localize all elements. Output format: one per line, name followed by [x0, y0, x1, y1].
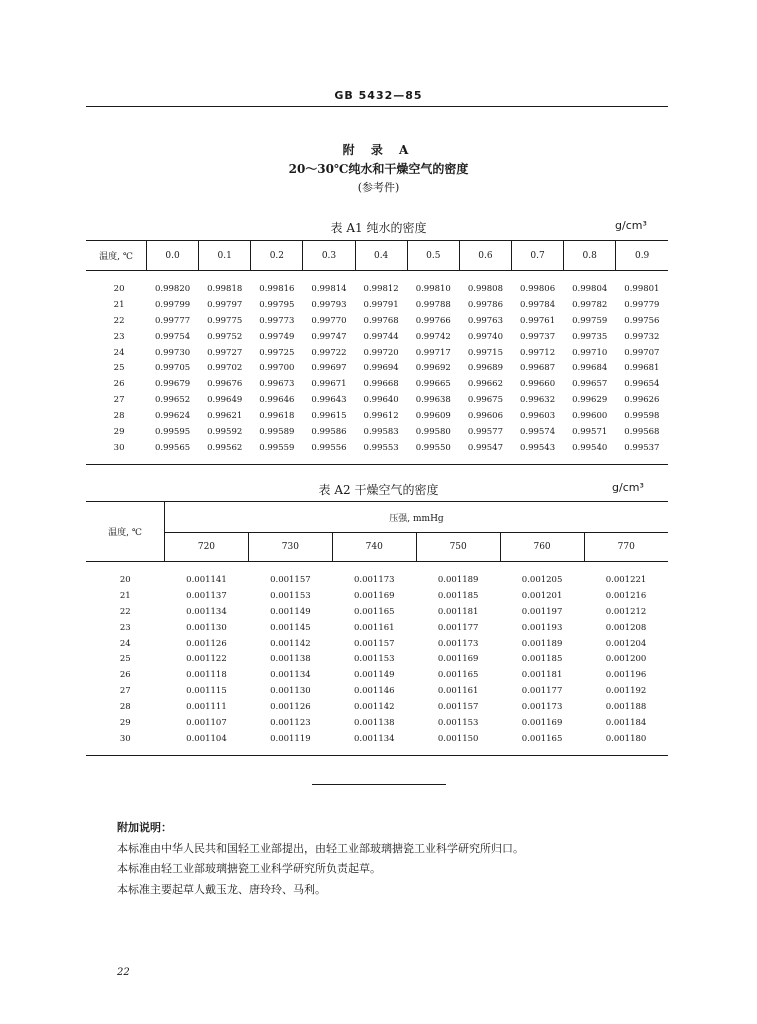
- density-cell: 0.99775: [207, 315, 243, 326]
- density-cell: 0.001181: [521, 670, 563, 681]
- table-a1-column-header: 0.1: [199, 241, 251, 271]
- density-cell: 0.99687: [519, 363, 556, 374]
- page-number: 22: [117, 967, 130, 978]
- table-a2-column-header: 740: [332, 533, 416, 562]
- density-cell: 0.001130: [270, 686, 311, 697]
- temperature-cell: 28: [113, 411, 125, 422]
- table-a1-column-header: 0.0: [147, 241, 199, 271]
- density-cell: 0.99586: [311, 426, 347, 437]
- density-cell: 0.99700: [259, 363, 295, 374]
- density-cell: 0.001130: [186, 622, 227, 633]
- table-a1: [86, 240, 668, 465]
- table-row: [86, 376, 668, 392]
- density-cell: 0.001122: [186, 654, 227, 665]
- density-cell: 0.001137: [186, 590, 227, 601]
- density-cell: 0.99665: [415, 379, 451, 390]
- table-row: [86, 329, 668, 345]
- density-cell: 0.99550: [407, 440, 459, 464]
- density-cell: 0.99702: [207, 363, 243, 374]
- density-cell: 0.001153: [437, 717, 479, 728]
- density-cell: 0.99782: [572, 299, 608, 310]
- additional-notes: [117, 818, 677, 900]
- density-cell: 0.99810: [415, 283, 451, 294]
- temperature-cell: 26: [113, 379, 125, 390]
- table-row: [86, 440, 668, 464]
- density-cell: 0.99640: [363, 395, 399, 406]
- table-a2-header-row: [86, 533, 668, 562]
- temperature-cell: 29: [119, 717, 131, 728]
- table-a2-corner-header: 温度, ℃: [86, 502, 165, 562]
- density-cell: 0.99595: [154, 426, 191, 437]
- density-cell: 0.99565: [147, 440, 199, 464]
- density-cell: 0.99799: [154, 299, 191, 310]
- density-cell: 0.99705: [154, 363, 191, 374]
- density-cell: 0.99606: [467, 411, 503, 422]
- density-cell: 0.99814: [311, 283, 347, 294]
- temperature-cell: 20: [119, 574, 131, 585]
- table-a2-column-header: 750: [416, 533, 500, 562]
- end-rule: [312, 784, 446, 785]
- table-a1-corner-header: 温度, ℃: [86, 241, 147, 271]
- density-cell: 0.99801: [624, 283, 660, 294]
- density-cell: 0.99812: [363, 283, 399, 294]
- density-cell: 0.001204: [605, 638, 647, 649]
- density-cell: 0.001146: [353, 686, 395, 697]
- density-cell: 0.99791: [363, 299, 399, 310]
- table-a2: [86, 501, 668, 756]
- density-cell: 0.99638: [415, 395, 451, 406]
- density-cell: 0.001193: [521, 622, 563, 633]
- table-row: [86, 636, 668, 652]
- table-row: [86, 588, 668, 604]
- density-cell: 0.001169: [353, 590, 395, 601]
- notes-line: 本标准主要起草人戴玉龙、唐玲玲、马利。: [117, 882, 326, 896]
- table-a1-column-header: 0.3: [303, 241, 355, 271]
- density-cell: 0.001185: [437, 590, 479, 601]
- density-cell: 0.001149: [270, 606, 311, 617]
- density-cell: 0.001153: [353, 654, 395, 665]
- density-cell: 0.001169: [437, 654, 479, 665]
- density-cell: 0.99574: [519, 426, 556, 437]
- density-cell: 0.99559: [251, 440, 303, 464]
- density-cell: 0.001212: [605, 606, 647, 617]
- density-cell: 0.99609: [415, 411, 451, 422]
- density-cell: 0.99732: [624, 331, 660, 342]
- temperature-cell: 22: [113, 315, 125, 326]
- table-row: [86, 392, 668, 408]
- density-cell: 0.99646: [259, 395, 295, 406]
- density-cell: 0.99717: [415, 347, 451, 358]
- table-a1-body: [86, 271, 668, 465]
- temperature-cell: 25: [119, 654, 131, 665]
- table-row: [86, 297, 668, 313]
- density-cell: 0.99692: [415, 363, 451, 374]
- density-cell: 0.001185: [521, 654, 563, 665]
- density-cell: 0.99562: [199, 440, 251, 464]
- table-a1-column-header: 0.7: [511, 241, 563, 271]
- table-row: [86, 408, 668, 424]
- table-a1-column-header: 0.5: [407, 241, 459, 271]
- density-cell: 0.99818: [207, 283, 243, 294]
- density-cell: 0.99624: [154, 411, 191, 422]
- density-cell: 0.99684: [572, 363, 608, 374]
- table-a2-unit: g/cm³: [612, 481, 644, 494]
- temperature-cell: 29: [113, 426, 125, 437]
- density-cell: 0.99784: [519, 299, 556, 310]
- density-cell: 0.99689: [467, 363, 503, 374]
- appendix-title: 20～30℃纯水和干燥空气的密度: [288, 162, 469, 176]
- density-cell: 0.001192: [605, 686, 647, 697]
- density-cell: 0.99577: [467, 426, 503, 437]
- temperature-cell: 27: [113, 395, 125, 406]
- density-cell: 0.99603: [519, 411, 556, 422]
- temperature-cell: 21: [113, 299, 125, 310]
- density-cell: 0.99756: [624, 315, 660, 326]
- density-cell: 0.99759: [572, 315, 608, 326]
- table-row: [86, 604, 668, 620]
- density-cell: 0.99580: [415, 426, 451, 437]
- density-cell: 0.001161: [353, 622, 395, 633]
- density-cell: 0.99615: [311, 411, 347, 422]
- density-cell: 0.001141: [186, 574, 227, 585]
- density-cell: 0.001188: [605, 702, 647, 713]
- density-cell: 0.99820: [154, 283, 191, 294]
- density-cell: 0.99671: [311, 379, 347, 390]
- temperature-cell: 25: [113, 363, 125, 374]
- density-cell: 0.99740: [467, 331, 503, 342]
- density-cell: 0.001157: [437, 702, 479, 713]
- density-cell: 0.99720: [363, 347, 399, 358]
- notes-line: 本标准由中华人民共和国轻工业部提出，由轻工业部玻璃搪瓷工业科学研究所归口。: [117, 841, 524, 855]
- table-row: [86, 345, 668, 361]
- density-cell: 0.99712: [519, 347, 556, 358]
- table-a1-column-header: 0.2: [251, 241, 303, 271]
- density-cell: 0.001165: [500, 731, 584, 755]
- density-cell: 0.99763: [467, 315, 503, 326]
- temperature-cell: 23: [113, 331, 125, 342]
- density-cell: 0.99543: [511, 440, 563, 464]
- table-row: [86, 313, 668, 329]
- density-cell: 0.99556: [303, 440, 355, 464]
- density-cell: 0.99553: [355, 440, 407, 464]
- density-cell: 0.99816: [259, 283, 295, 294]
- temperature-cell: 21: [119, 590, 131, 601]
- density-cell: 0.99643: [311, 395, 347, 406]
- density-cell: 0.99568: [624, 426, 660, 437]
- density-cell: 0.99540: [564, 440, 616, 464]
- density-cell: 0.001189: [521, 638, 563, 649]
- density-cell: 0.001200: [605, 654, 647, 665]
- table-a1-column-header: 0.9: [616, 241, 668, 271]
- density-cell: 0.001138: [353, 717, 395, 728]
- density-cell: 0.001165: [437, 670, 479, 681]
- density-cell: 0.99675: [467, 395, 503, 406]
- temperature-cell: 20: [113, 283, 125, 294]
- notes-line: 本标准由轻工业部玻璃搪瓷工业科学研究所负责起草。: [117, 862, 381, 876]
- density-cell: 0.001181: [437, 606, 479, 617]
- table-a1-column-header: 0.6: [459, 241, 511, 271]
- density-cell: 0.001145: [270, 622, 311, 633]
- density-cell: 0.99773: [259, 315, 295, 326]
- density-cell: 0.001161: [437, 686, 479, 697]
- density-cell: 0.001115: [186, 686, 227, 697]
- density-cell: 0.99697: [311, 363, 347, 374]
- density-cell: 0.001173: [353, 574, 395, 585]
- table-a2-body: [86, 562, 668, 756]
- table-a2-group-header: 压强, mmHg: [165, 502, 669, 533]
- density-cell: 0.001205: [521, 574, 563, 585]
- density-cell: 0.99626: [624, 395, 660, 406]
- density-cell: 0.001119: [248, 731, 332, 755]
- table-row: [86, 562, 668, 588]
- density-cell: 0.001123: [270, 717, 311, 728]
- density-cell: 0.99679: [154, 379, 191, 390]
- density-cell: 0.99621: [207, 411, 243, 422]
- density-cell: 0.99808: [467, 283, 503, 294]
- density-cell: 0.99571: [572, 426, 608, 437]
- density-cell: 0.001126: [186, 638, 227, 649]
- header-rule: [86, 106, 668, 107]
- density-cell: 0.99777: [154, 315, 191, 326]
- appendix-note: (参考件): [357, 181, 400, 194]
- temperature-cell: 30: [86, 731, 165, 755]
- density-cell: 0.99668: [363, 379, 399, 390]
- density-cell: 0.99662: [467, 379, 503, 390]
- table-a1-column-header: 0.4: [355, 241, 407, 271]
- density-cell: 0.99804: [572, 283, 608, 294]
- density-cell: 0.001216: [605, 590, 647, 601]
- table-a1-caption: 表 A1 纯水的密度: [330, 221, 427, 235]
- density-cell: 0.001150: [416, 731, 500, 755]
- density-cell: 0.99766: [415, 315, 451, 326]
- table-a2-column-header: 730: [248, 533, 332, 562]
- appendix-label: 附 录 A: [342, 143, 415, 157]
- density-cell: 0.001196: [605, 670, 647, 681]
- table-a2-column-header: 770: [584, 533, 668, 562]
- density-cell: 0.001189: [437, 574, 479, 585]
- density-cell: 0.99749: [259, 331, 295, 342]
- temperature-cell: 26: [119, 670, 131, 681]
- temperature-cell: 28: [119, 702, 131, 713]
- density-cell: 0.001221: [605, 574, 647, 585]
- density-cell: 0.001134: [270, 670, 311, 681]
- density-cell: 0.99589: [259, 426, 295, 437]
- density-cell: 0.99770: [311, 315, 347, 326]
- table-row: [86, 620, 668, 636]
- density-cell: 0.001153: [270, 590, 311, 601]
- temperature-cell: 24: [113, 347, 125, 358]
- density-cell: 0.99612: [363, 411, 399, 422]
- density-cell: 0.001134: [332, 731, 416, 755]
- density-cell: 0.99806: [519, 283, 556, 294]
- density-cell: 0.001208: [605, 622, 647, 633]
- standard-code: GB 5432—85: [334, 89, 423, 102]
- density-cell: 0.99681: [624, 363, 660, 374]
- table-row: [86, 699, 668, 715]
- density-cell: 0.99747: [311, 331, 347, 342]
- density-cell: 0.99735: [572, 331, 608, 342]
- density-cell: 0.99673: [259, 379, 295, 390]
- density-cell: 0.99592: [207, 426, 243, 437]
- table-row: [86, 667, 668, 683]
- density-cell: 0.99744: [363, 331, 399, 342]
- density-cell: 0.99537: [616, 440, 668, 464]
- table-row: [86, 683, 668, 699]
- table-a2-group-row: [86, 502, 668, 533]
- density-cell: 0.99583: [363, 426, 399, 437]
- table-a2-column-header: 760: [500, 533, 584, 562]
- density-cell: 0.001138: [270, 654, 311, 665]
- density-cell: 0.99715: [467, 347, 503, 358]
- density-cell: 0.001177: [437, 622, 479, 633]
- density-cell: 0.99752: [207, 331, 243, 342]
- density-cell: 0.001197: [521, 606, 563, 617]
- table-a2-column-header: 720: [165, 533, 249, 562]
- density-cell: 0.001107: [186, 717, 227, 728]
- density-cell: 0.001201: [521, 590, 563, 601]
- density-cell: 0.99793: [311, 299, 347, 310]
- temperature-cell: 27: [119, 686, 131, 697]
- density-cell: 0.99797: [207, 299, 243, 310]
- density-cell: 0.99547: [459, 440, 511, 464]
- temperature-cell: 30: [86, 440, 147, 464]
- density-cell: 0.99600: [572, 411, 608, 422]
- density-cell: 0.99730: [154, 347, 191, 358]
- density-cell: 0.99657: [572, 379, 608, 390]
- temperature-cell: 24: [119, 638, 131, 649]
- density-cell: 0.99652: [154, 395, 191, 406]
- density-cell: 0.001173: [521, 702, 563, 713]
- density-cell: 0.001134: [186, 606, 227, 617]
- density-cell: 0.99707: [624, 347, 660, 358]
- density-cell: 0.99694: [363, 363, 399, 374]
- table-row: [86, 271, 668, 297]
- density-cell: 0.99754: [154, 331, 191, 342]
- density-cell: 0.001118: [186, 670, 227, 681]
- density-cell: 0.001165: [353, 606, 395, 617]
- density-cell: 0.001184: [605, 717, 647, 728]
- density-cell: 0.001157: [270, 574, 311, 585]
- table-row: [86, 731, 668, 755]
- table-row: [86, 651, 668, 667]
- density-cell: 0.99598: [624, 411, 660, 422]
- density-cell: 0.001149: [353, 670, 395, 681]
- density-cell: 0.99742: [415, 331, 451, 342]
- density-cell: 0.99779: [624, 299, 660, 310]
- density-cell: 0.001104: [165, 731, 249, 755]
- density-cell: 0.99649: [207, 395, 243, 406]
- density-cell: 0.99632: [519, 395, 556, 406]
- density-cell: 0.99795: [259, 299, 295, 310]
- table-row: [86, 424, 668, 440]
- density-cell: 0.99676: [207, 379, 243, 390]
- density-cell: 0.99727: [207, 347, 243, 358]
- density-cell: 0.99768: [363, 315, 399, 326]
- density-cell: 0.001177: [521, 686, 563, 697]
- density-cell: 0.99786: [467, 299, 503, 310]
- density-cell: 0.99761: [519, 315, 556, 326]
- density-cell: 0.001173: [437, 638, 479, 649]
- density-cell: 0.001180: [584, 731, 668, 755]
- density-cell: 0.99722: [311, 347, 347, 358]
- density-cell: 0.001157: [353, 638, 395, 649]
- density-cell: 0.99629: [572, 395, 608, 406]
- temperature-cell: 22: [119, 606, 131, 617]
- density-cell: 0.99788: [415, 299, 451, 310]
- density-cell: 0.001142: [353, 702, 395, 713]
- table-row: [86, 715, 668, 731]
- density-cell: 0.001169: [521, 717, 563, 728]
- density-cell: 0.99618: [259, 411, 295, 422]
- table-a1-unit: g/cm³: [615, 219, 647, 232]
- density-cell: 0.001126: [270, 702, 311, 713]
- density-cell: 0.99725: [259, 347, 295, 358]
- table-row: [86, 360, 668, 376]
- density-cell: 0.001111: [186, 702, 227, 713]
- table-a2-caption: 表 A2 干燥空气的密度: [318, 483, 439, 497]
- density-cell: 0.99654: [624, 379, 660, 390]
- density-cell: 0.99710: [572, 347, 608, 358]
- density-cell: 0.99737: [519, 331, 556, 342]
- notes-heading: 附加说明：: [117, 821, 172, 834]
- table-a1-column-header: 0.8: [564, 241, 616, 271]
- table-a1-header-row: [86, 241, 668, 271]
- temperature-cell: 23: [119, 622, 131, 633]
- density-cell: 0.99660: [519, 379, 556, 390]
- density-cell: 0.001142: [270, 638, 311, 649]
